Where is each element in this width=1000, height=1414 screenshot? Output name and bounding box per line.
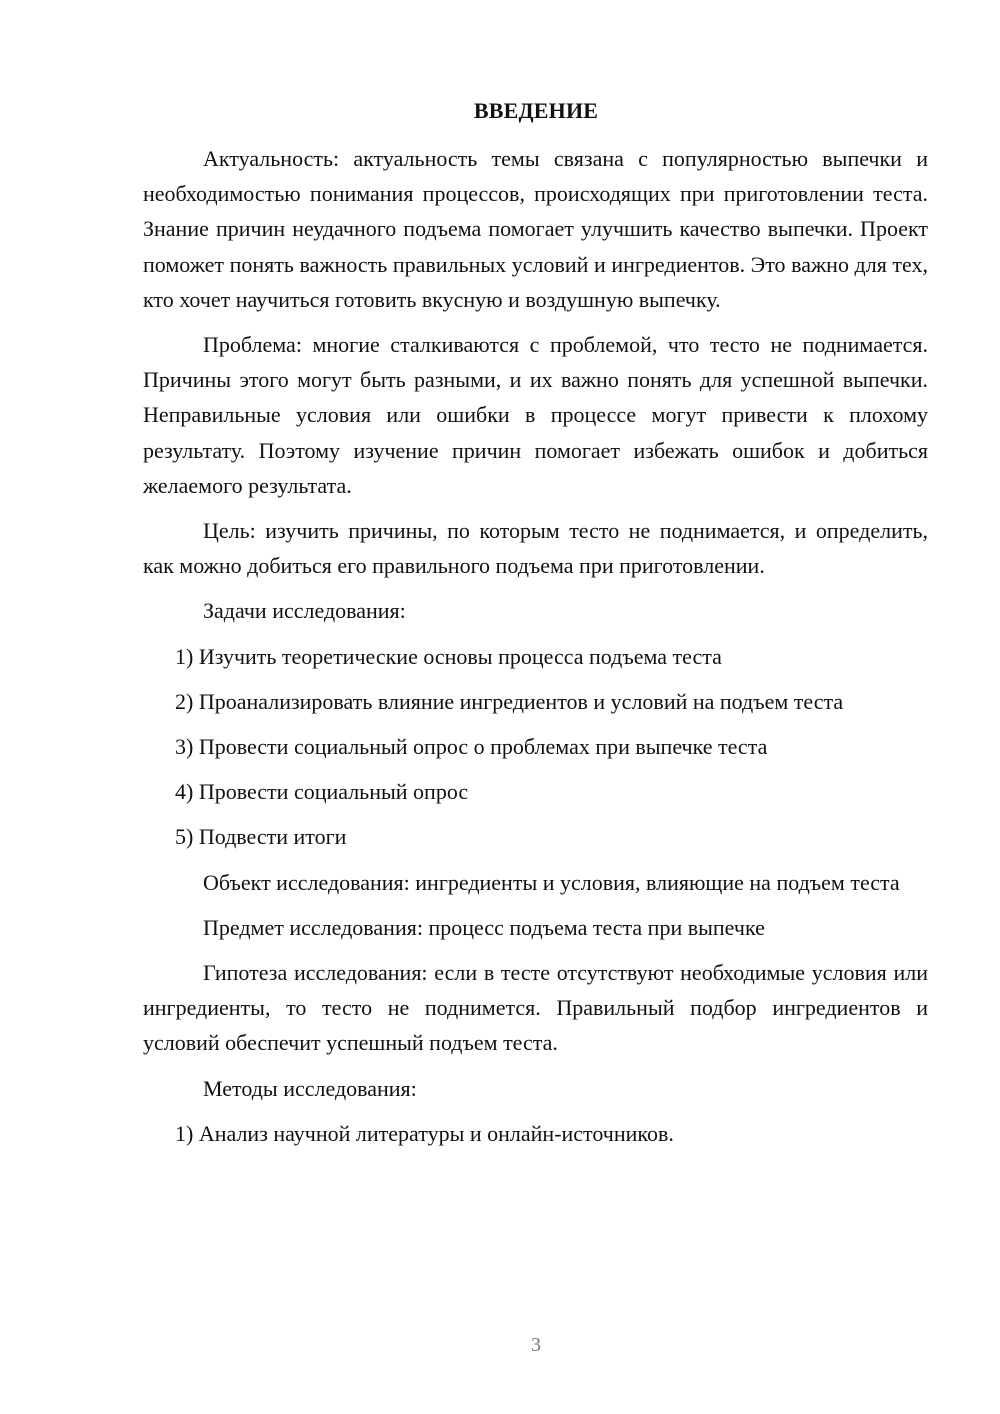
relevance-paragraph: Актуальность: актуальность темы связана с популярностью выпечки и необходимостью понимания процессов, происходящих при приготовлении теста. Знание причин неудачного подъема помогает улучшить качество выпечки. Проект поможет понять важность правильных условий и ингредиентов. Это важно для тех, кто хочет научиться готовить вкусную и воздушную выпечку.: [143, 146, 928, 312]
tasks-heading: Задачи исследования:: [203, 598, 406, 624]
task-item-3: 3) Провести социальный опрос о проблемах при выпечке теста: [175, 734, 768, 760]
document-body: [143, 141, 928, 1161]
page-number: 3: [531, 1334, 541, 1356]
task-item-2: 2) Проанализировать влияние ингредиентов и условий на подъем теста: [175, 688, 844, 714]
problem-paragraph: Проблема: многие сталкиваются с проблемой, что тесто не поднимается. Причины этого могут быть разными, и их важно понять для успешной выпечки. Неправильные условия или ошибки в процессе могут привести к плохому результату. Поэтому изучение причин помогает избежать ошибок и добиться желаемого результата.: [143, 332, 928, 498]
task-item-4: 4) Провести социальный опрос: [175, 779, 469, 805]
task-item-1: 1) Изучить теоретические основы процесса подъема теста: [175, 643, 722, 669]
hypothesis-paragraph: Гипотеза исследования: если в тесте отсутствуют необходимые условия или ингредиенты, то тесто не поднимется. Правильный подбор ингредиентов и условий обеспечит успешный подъем теста.: [143, 960, 928, 1056]
page-title: ВВЕДЕНИЕ: [473, 98, 599, 123]
task-item-5: 5) Подвести итоги: [175, 824, 347, 850]
methods-heading: Методы исследования:: [203, 1075, 417, 1101]
goal-paragraph: Цель: изучить причины, по которым тесто не поднимается, и определить, как можно добиться его правильного подъема при приготовлении.: [143, 518, 928, 579]
method-item-1: 1) Анализ научной литературы и онлайн-источников.: [175, 1120, 674, 1146]
research-subject-paragraph: Предмет исследования: процесс подъема теста при выпечке: [203, 914, 765, 940]
research-object-paragraph: Объект исследования: ингредиенты и условия, влияющие на подъем теста: [203, 869, 900, 895]
